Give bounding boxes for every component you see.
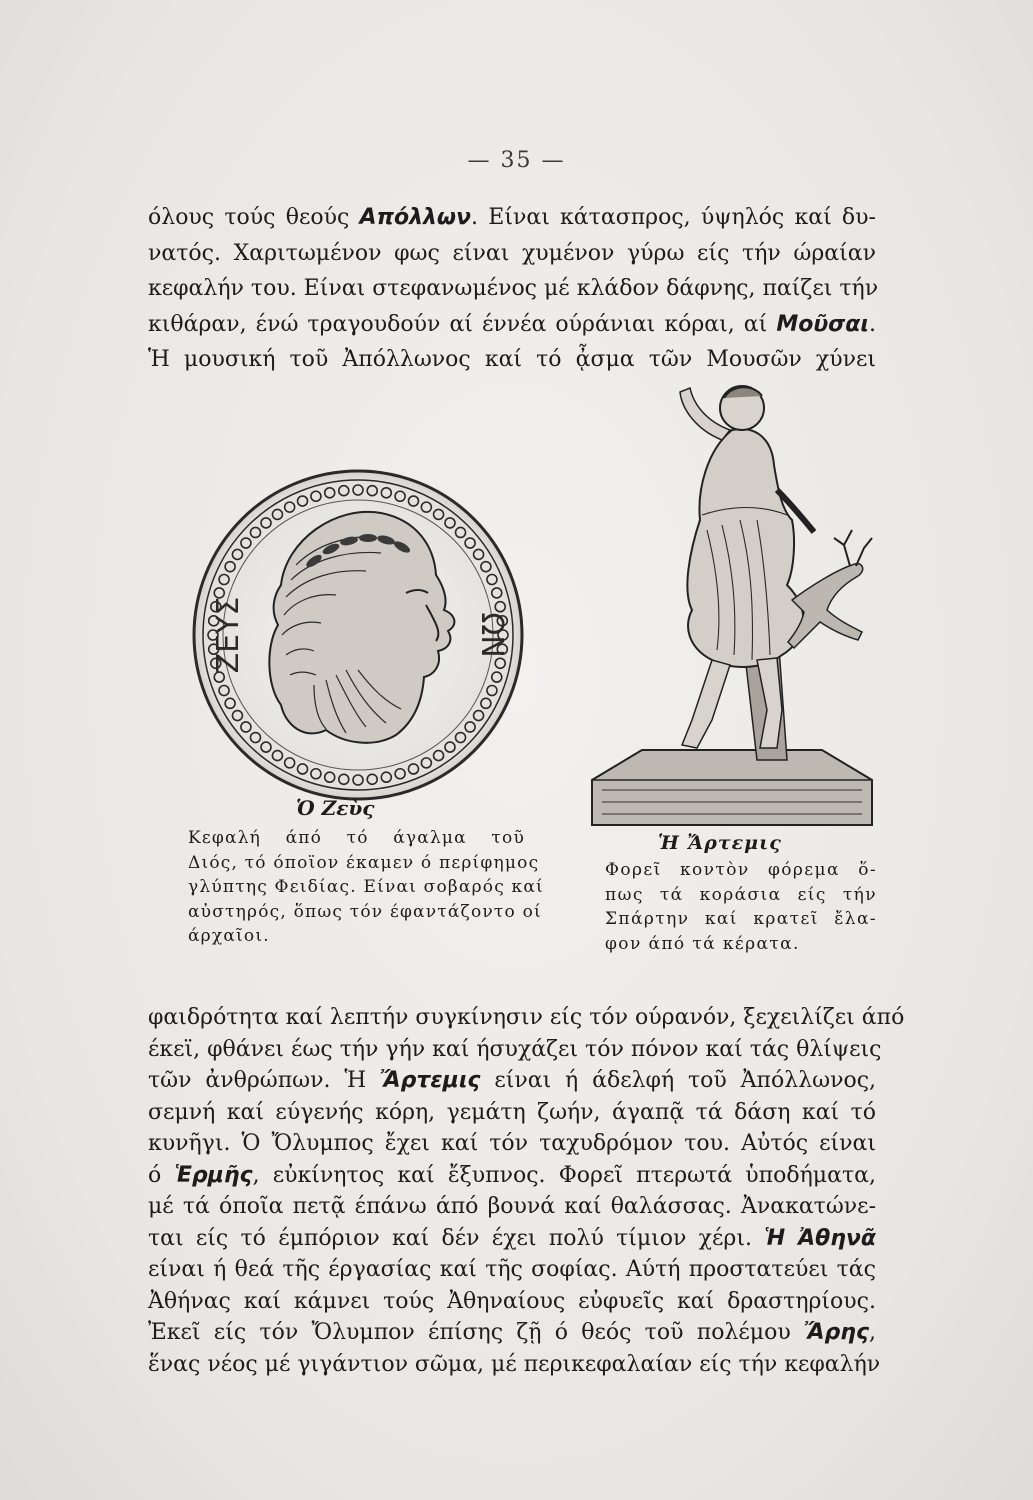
artemis-caption-title: Ἡ Ἄρτεμις xyxy=(658,832,782,854)
coin-inscription-right: ΩΝ xyxy=(474,612,509,658)
text-segment: τῶν ἀνθρώπων. Ἡ xyxy=(148,1068,381,1093)
emphasized-name: Ἄρης xyxy=(803,1320,869,1345)
emphasized-name: Ἑρμῆς xyxy=(174,1162,253,1188)
text-segment: είναι ή θεά τῆς έργασίας καί τῆς σοφίας. Αύτή προστατεύει τάς xyxy=(148,1257,876,1282)
caption-line: αὐστηρός, ὅπως τόν έφαντάζοντο οί xyxy=(188,901,542,922)
text-segment: ό xyxy=(148,1162,175,1188)
caption-line: Σπάρτην καί κρατεῖ ἔλα- xyxy=(605,909,877,929)
text-segment: , xyxy=(869,1320,876,1345)
coin-inscription-left: ΖΕΥΣ xyxy=(211,596,246,674)
text-segment: κυνῆγι. Ὁ Ὄλυμπος ἔχει καί τόν ταχυδρόμον του. Αὐτός είναι xyxy=(148,1131,876,1156)
text-segment: Ἐκεῖ είς τόν Ὄλυμπον έπίσης ζῇ ό θεός τοῦ πολέμου xyxy=(148,1320,804,1345)
caption-line: άρχαῖοι. xyxy=(188,926,270,946)
text-segment: μέ τά όποῖα πετᾷ έπάνω άπό βουνά καί θαλάσσας. Ἀνακατώνε- xyxy=(148,1194,876,1219)
text-segment: νατός. Χαριτωμένον φως είναι χυμένον γύρω είς τήν ώραίαν xyxy=(148,240,876,266)
text-segment: φαιδρότητα καί λεπτήν συγκίνησιν είς τόν ούρανόν, ξεχειλίζει άπό xyxy=(148,1005,905,1030)
emphasized-name: Ἄρτεμις xyxy=(380,1068,481,1093)
top-paragraph-line xyxy=(148,307,876,343)
text-segment: έκεϊ, φθάνει έως τήν γήν καί ήσυχάζει τόν πόνον καί τάς θλίψεις xyxy=(148,1036,882,1062)
artemis-statue-illustration xyxy=(582,370,880,830)
caption-line: Φορεῖ κοντὸν φόρεμα ὅ- xyxy=(605,860,877,880)
text-segment: κεφαλήν του. Είναι στεφανωμένος μέ κλάδον δάφνης, παίζει τήν xyxy=(148,276,879,301)
zeus-coin-illustration xyxy=(186,465,531,805)
bottom-paragraph-line xyxy=(148,1160,876,1192)
bottom-paragraph-line xyxy=(148,1002,905,1034)
caption-line: φον άπό τά κέρατα. xyxy=(605,933,800,954)
text-segment: ται είς τό έμπόριον καί δέν έχει πολύ τίμιον χέρι. xyxy=(148,1225,765,1251)
bottom-paragraph-line xyxy=(148,1065,876,1097)
bottom-paragraph-line xyxy=(148,1034,882,1066)
emphasized-name: Μοῦσαι xyxy=(776,311,869,337)
text-segment: , εὐκίνητος καί ἔξυπνος. Φορεῖ πτερωτά ὑποδήματα, xyxy=(252,1162,876,1188)
text-segment: ἕνας νέος μέ γιγάντιον σῶμα, μέ περικεφαλαίαν είς τήν κεφαλήν xyxy=(148,1351,881,1377)
bottom-paragraph-line xyxy=(148,1349,881,1381)
text-segment: είναι ή άδελφή τοῦ Ἀπόλλωνος, xyxy=(480,1068,877,1093)
bottom-paragraph-line xyxy=(148,1317,876,1349)
text-segment: όλους τούς θεούς xyxy=(148,205,360,230)
top-paragraph-line xyxy=(148,200,876,236)
caption-line: Διός, τό όποϊον έκαμεν ό περίφημος xyxy=(188,852,540,873)
text-segment: Ἡ μουσική τοῦ Ἀπόλλωνος καί τό ᾆσμα τῶν Μουσῶν χύνει xyxy=(148,347,876,372)
text-segment: . xyxy=(869,311,876,337)
bottom-paragraph-line xyxy=(148,1097,876,1129)
zeus-caption xyxy=(188,826,544,949)
bottom-paragraph-line xyxy=(148,1191,876,1223)
bottom-paragraph-line xyxy=(148,1286,876,1318)
text-segment: . Είναι κάτασπρος, ύψηλός καί δυ- xyxy=(471,205,876,230)
artemis-caption xyxy=(605,858,877,956)
top-paragraph xyxy=(148,200,879,378)
page-number: — 35 — xyxy=(467,148,566,173)
caption-line: Κεφαλή άπό τό άγαλμα τοῦ xyxy=(188,828,525,848)
zeus-caption-title: Ὁ Ζεὺς xyxy=(296,796,375,820)
caption-line: πως τά κοράσια είς τήν xyxy=(605,884,877,905)
bottom-paragraph-line xyxy=(148,1128,876,1160)
top-paragraph-line xyxy=(148,271,879,307)
emphasized-name: Ἡ Ἀθηνᾶ xyxy=(764,1225,876,1251)
text-segment: σεμνή καί εύγενής κόρη, γεμάτη ζωήν, άγαπᾷ τά δάση καί τό xyxy=(148,1099,876,1125)
caption-line: γλύπτης Φειδίας. Είναι σοβαρός καί xyxy=(188,877,544,897)
bottom-paragraph-line xyxy=(148,1223,876,1255)
bottom-paragraph xyxy=(148,1002,905,1380)
bottom-paragraph-line xyxy=(148,1254,876,1286)
text-segment: κιθάραν, ένώ τραγουδούν αί έννέα ούράνιαι κόραι, αί xyxy=(148,311,777,337)
top-paragraph-line xyxy=(148,236,876,272)
emphasized-name: Απόλλων xyxy=(359,205,472,230)
text-segment: Ἀθήνας καί κάμνει τούς Ἀθηναίους εὐφυεῖς καί δραστηρίους. xyxy=(148,1288,876,1314)
